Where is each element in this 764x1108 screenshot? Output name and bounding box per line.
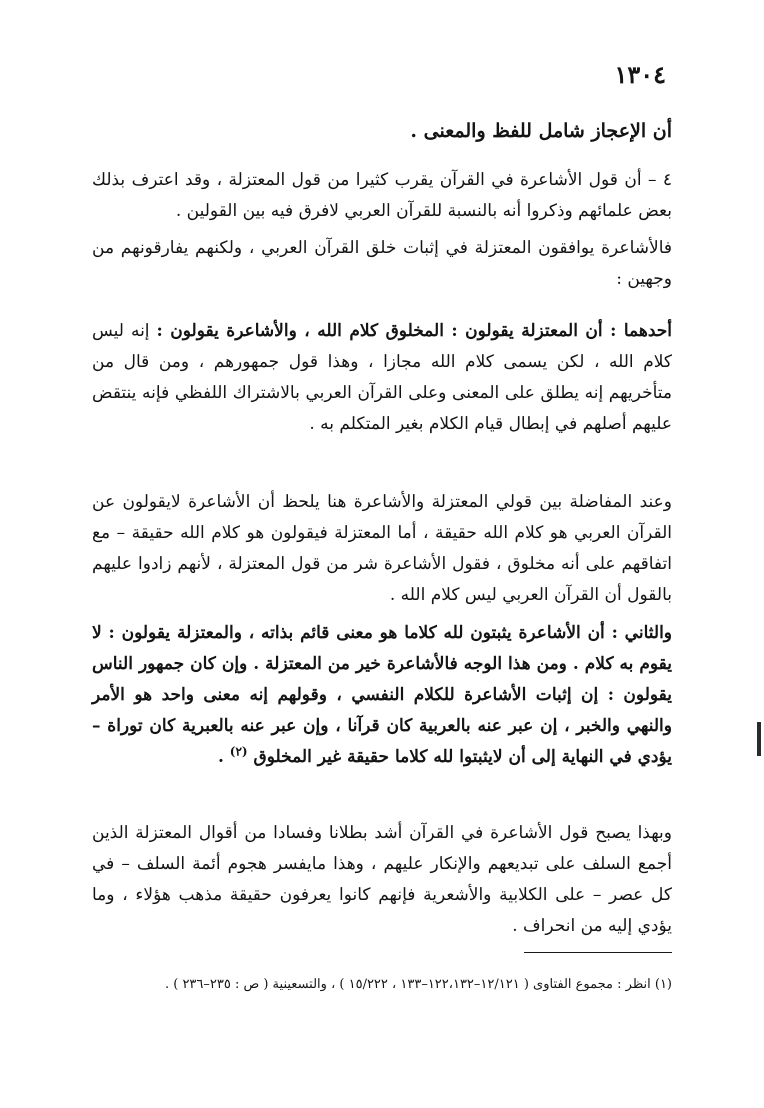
- first-aspect-body: إنه ليس كلام الله ، لكن يسمى كلام الله مجازا ، وهذا قول جمهورهم ، ومن قال من متأخريهم إنه يطلق على المعنى وعلى القرآن العربي بالاشتراك اللفظي فإنه ينتقض عليهم أصلهم في إبطال قيام الكلام بغير المتكلم به .: [92, 321, 672, 434]
- second-aspect-end: .: [217, 747, 230, 767]
- paragraph-comparison: وعند المفاضلة بين قولي المعتزلة والأشاعرة هنا يلحظ أن الأشاعرة لايقولون عن القرآن العربي هو كلام الله حقيقة ، أما المعتزلة فيقولون هو كلام الله حقيقة – مع اتفاقهم على أنه مخلوق ، فقول الأشاعرة شر من قول المعتزلة ، لأنهم زادوا عليهم بالقول أن القرآن العربي ليس كلام الله .: [92, 492, 672, 605]
- paragraph-conclusion: وبهذا يصبح قول الأشاعرة في القرآن أشد بطلانا وفسادا من أقوال المعتزلة الذين أجمع السلف على تبديعهم والإنكار عليهم ، وهذا مايفسر هجوم أئمة السلف – في كل عصر – على الكلابية والأشعرية فإنهم كانوا يعرفون حقيقة مذهب هؤلاء ، وما يؤدي إليه من انحراف .: [92, 823, 672, 936]
- continuation-line: أن الإعجاز شامل للفظ والمعنى .: [410, 120, 672, 142]
- scan-edge-mark: [757, 722, 761, 756]
- footnote-separator: [524, 952, 672, 953]
- first-aspect-lead: أحدهما : أن المعتزلة يقولون : المخلوق كلام الله ، والأشاعرة يقولون :: [156, 321, 672, 341]
- footnote: (١) انظر : مجموع الفتاوى ( ١٢/١٢١–١٢٢،١٣٢–١٣٣ ، ١٥/٢٢٢ ) ، والتسعينية ( ص : ٢٣٥–٢٣٦ ) .: [164, 977, 672, 992]
- footnote-reference: (٢): [229, 744, 248, 759]
- page-number: ١٣٠٤: [614, 60, 666, 89]
- paragraph-two-aspects: فالأشاعرة يوافقون المعتزلة في إثبات خلق القرآن العربي ، ولكنهم يفارقونهم من وجهين :: [92, 238, 672, 289]
- second-aspect-body: والثاني : أن الأشاعرة يثبتون لله كلاما هو معنى قائم بذاته ، والمعتزلة يقولون : لا يقوم به كلام . ومن هذا الوجه فالأشاعرة خير من المعتزلة . وإن كان جمهور الناس يقولون : إن إثبات الأشاعرة للكلام النفسي ، وقولهم إنه معنى واحد هو الأمر والنهي والخبر ، إن عبر عنه بالعربية كان قرآنا ، وإن عبر عنه بالعبرية كان توراة – يؤدي في النهاية إلى أن لايثبتوا لله كلاما حقيقة غير المخلوق: [92, 623, 672, 767]
- paragraph-second-aspect: [92, 618, 672, 773]
- paragraph-point-4: ٤ – أن قول الأشاعرة في القرآن يقرب كثيرا من قول المعتزلة ، وقد اعترف بذلك بعض علمائهم وذكروا أنه بالنسبة للقرآن العربي لافرق فيه بين القولين .: [92, 170, 672, 221]
- paragraph-first-aspect: [92, 316, 672, 440]
